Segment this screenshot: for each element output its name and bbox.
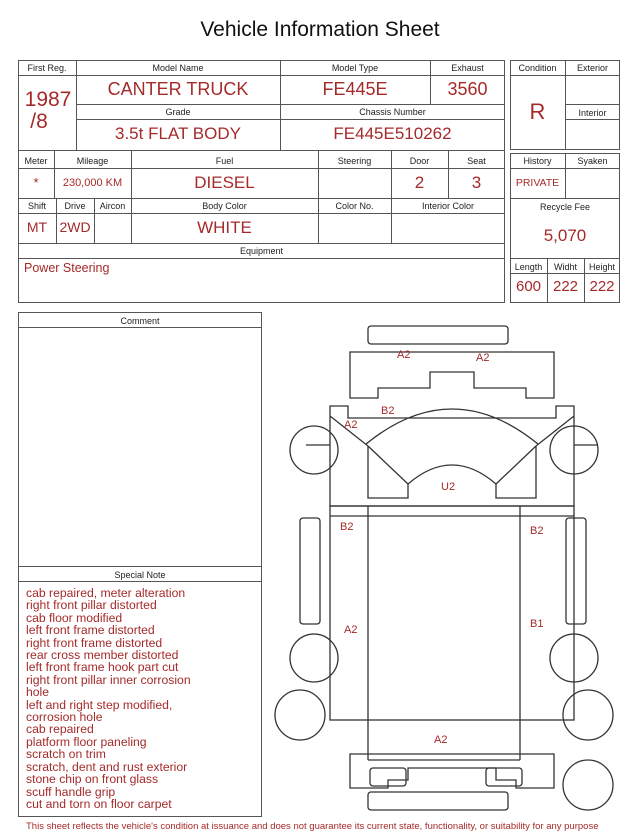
front-panel: [350, 352, 554, 398]
rear-bumper: [350, 754, 554, 788]
damage-mark: B2: [530, 525, 544, 537]
recycle-fee-label: Recycle Fee: [539, 202, 591, 212]
list-item: corrosion hole: [26, 710, 103, 725]
drive-value: 2WD: [59, 219, 91, 235]
special-note-label: Special Note: [114, 570, 166, 580]
grade-value: 3.5t FLAT BODY: [115, 124, 241, 143]
list-item: left front frame distorted: [26, 623, 155, 638]
list-item: scratch, dent and rust exterior: [26, 759, 188, 774]
body-color-label: Body Color: [202, 201, 247, 211]
chassis-number-label: Chassis Number: [359, 107, 426, 117]
seat-value: 3: [471, 173, 482, 192]
mileage-label: Mileage: [76, 156, 109, 166]
cargo-bed: [330, 506, 574, 720]
height-value: 222: [589, 278, 615, 295]
length-value: 600: [515, 278, 542, 295]
mileage-value: 230,000 KM: [62, 177, 123, 189]
model-type-value: FE445E: [322, 79, 388, 99]
spare-wheel: [563, 760, 613, 810]
list-item: platform floor paneling: [26, 734, 147, 749]
chassis-number-value: FE445E510262: [333, 124, 452, 143]
meter-label: Meter: [24, 156, 48, 166]
meter-value: *: [33, 175, 39, 190]
list-item: stone chip on front glass: [26, 772, 159, 787]
list-item: scuff handle grip: [26, 784, 116, 799]
model-type-label: Model Type: [331, 63, 379, 73]
damage-mark: A2: [344, 624, 358, 636]
damage-mark: A2: [344, 419, 358, 431]
first-reg-month: /8: [30, 110, 48, 133]
syaken-label: Syaken: [577, 156, 608, 166]
list-item: right front pillar distorted: [26, 598, 157, 613]
list-item: cab floor modified: [26, 610, 123, 625]
damage-mark: B1: [530, 618, 544, 630]
list-item: right front frame distorted: [26, 635, 163, 650]
width-label: Widht: [553, 262, 577, 272]
grade-label: Grade: [165, 107, 191, 117]
list-item: cab repaired: [26, 722, 94, 737]
wheel-front-left: [290, 426, 338, 474]
list-item: left and right step modified,: [26, 697, 173, 712]
drive-label: Drive: [64, 201, 86, 211]
interior-color-label: Interior Color: [421, 201, 475, 211]
list-item: cab repaired, meter alteration: [26, 586, 186, 600]
first-reg-year: 1987: [24, 88, 72, 111]
damage-mark: A2: [434, 734, 448, 746]
body-color-value: WHITE: [197, 218, 252, 237]
recycle-fee-value: 5,070: [543, 226, 587, 245]
list-item: right front pillar inner corrosion: [26, 672, 191, 687]
comment-label: Comment: [120, 316, 160, 326]
wheel-rear-right-outer: [563, 690, 613, 740]
condition-value: R: [529, 99, 546, 124]
door-value: 2: [414, 173, 425, 192]
disclaimer-footer: This sheet reflects the vehicle's condition at issuance and does not guarantee its current state, functionality, or suitability for any purpose: [26, 821, 599, 832]
exhaust-label: Exhaust: [451, 63, 484, 73]
length-label: Length: [514, 262, 543, 272]
color-no-label: Color No.: [335, 201, 374, 211]
damage-mark: A2: [397, 349, 411, 361]
list-item: rear cross member distorted: [26, 648, 179, 663]
wheel-rear-left-outer: [275, 690, 325, 740]
damage-mark: U2: [441, 481, 456, 493]
wheel-rear-left-inner: [290, 634, 338, 682]
condition-label: Condition: [518, 63, 557, 73]
aircon-label: Aircon: [99, 201, 126, 211]
special-notes-list: [26, 587, 191, 810]
height-label: Height: [588, 262, 615, 272]
list-item: scratch on trim: [26, 747, 106, 762]
damage-mark: A2: [476, 352, 490, 364]
model-name-label: Model Name: [152, 63, 204, 73]
page-title: Vehicle Information Sheet: [200, 18, 440, 41]
model-name-value: CANTER TRUCK: [107, 79, 249, 99]
equipment-value: Power Steering: [24, 261, 110, 275]
width-value: 222: [552, 278, 579, 295]
list-item: left front frame hook part cut: [26, 660, 179, 675]
fuel-label: Fuel: [215, 156, 234, 166]
seat-label: Seat: [467, 156, 486, 166]
damage-mark: B2: [340, 521, 354, 533]
first-reg-label: First Reg.: [27, 63, 67, 73]
vehicle-diagram: [268, 320, 634, 818]
shift-value: MT: [26, 219, 48, 235]
steering-label: Steering: [337, 156, 372, 166]
list-item: cut and torn on floor carpet: [26, 796, 172, 811]
history-value: PRIVATE: [515, 177, 560, 189]
interior-label: Interior: [578, 108, 607, 118]
history-label: History: [523, 156, 552, 166]
list-item: hole: [26, 685, 50, 700]
damage-mark: B2: [381, 405, 395, 417]
shift-label: Shift: [27, 201, 46, 211]
fuel-value: DIESEL: [194, 173, 255, 192]
exterior-label: Exterior: [576, 63, 608, 73]
equipment-label: Equipment: [239, 246, 284, 256]
front-bumper: [368, 326, 508, 344]
door-label: Door: [409, 156, 430, 166]
exhaust-value: 3560: [447, 79, 488, 99]
